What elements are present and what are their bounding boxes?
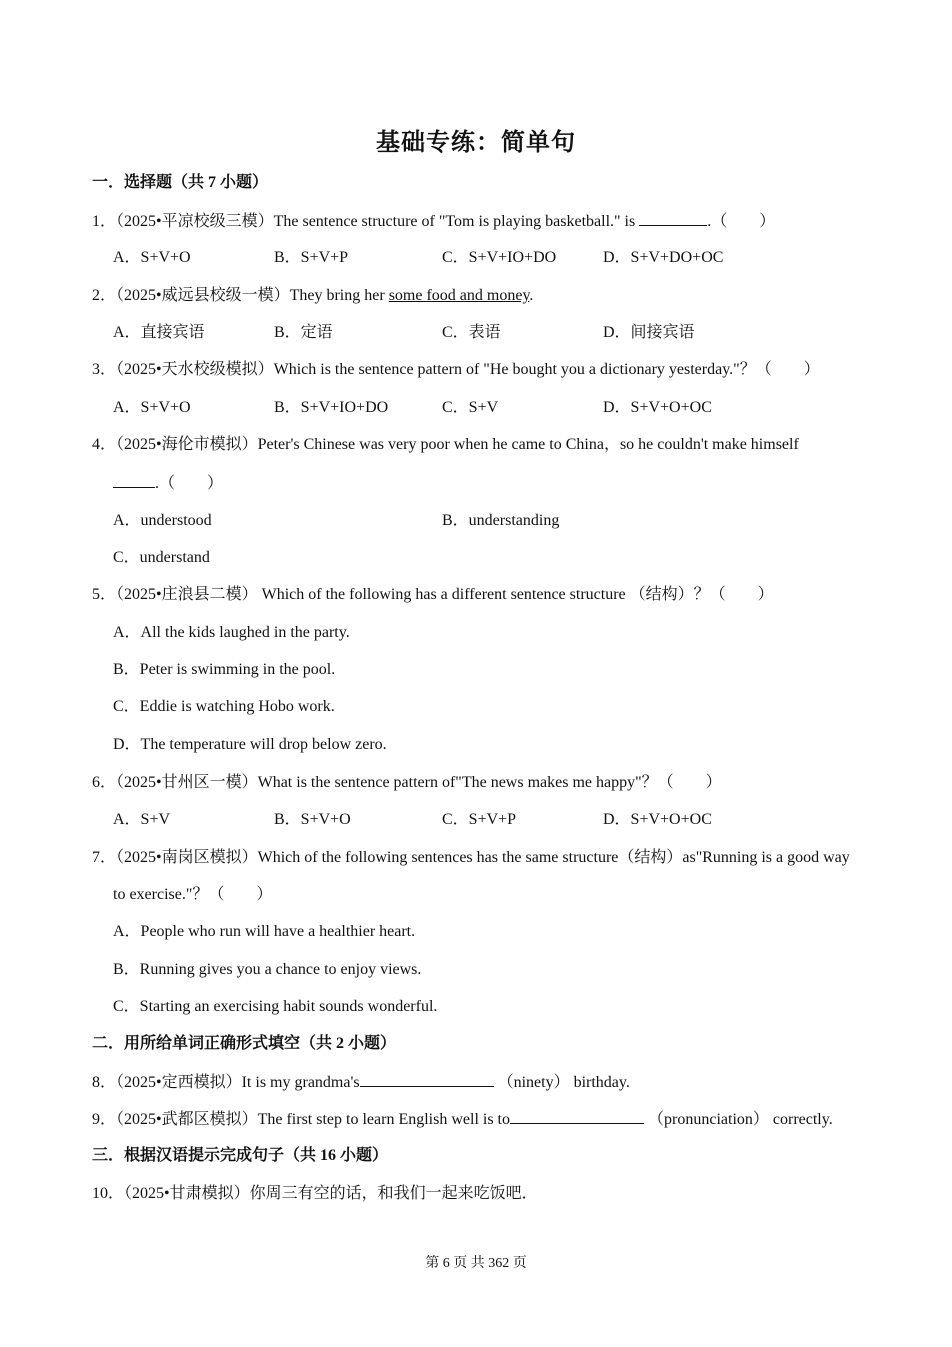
- question-1-suffix: .（ ）: [707, 213, 776, 230]
- question-7: 7．（2025•南岗区模拟）Which of the following sentences has the same structure（结构）as"Running is a good way: [92, 849, 850, 866]
- q7-option-b: B．Running gives you a chance to enjoy views.: [113, 961, 422, 978]
- question-8-suffix: （ninety） birthday.: [493, 1074, 630, 1091]
- q2-option-b: B．定语: [274, 324, 333, 341]
- q5-option-c: C．Eddie is watching Hobo work.: [113, 698, 335, 715]
- question-8-text: 8．（2025•定西模拟）It is my grandma's: [92, 1074, 360, 1091]
- page-footer: 第 6 页 共 362 页: [425, 1256, 527, 1271]
- q3-option-d: D．S+V+O+OC: [603, 399, 712, 416]
- q6-option-a: A．S+V: [113, 811, 171, 828]
- question-2-text: 2．（2025•威远县校级一模）They bring her: [92, 287, 389, 304]
- q7-option-a: A．People who run will have a healthier heart.: [113, 923, 416, 940]
- question-9-text: 9．（2025•武都区模拟）The first step to learn English well is to: [92, 1111, 511, 1128]
- q3-option-b: B．S+V+IO+DO: [274, 399, 389, 416]
- q2-option-c: C．表语: [442, 324, 501, 341]
- question-1: [92, 211, 775, 232]
- question-9-suffix: （pronunciation） correctly.: [644, 1111, 833, 1128]
- question-4-suffix: .（ ）: [155, 475, 224, 492]
- question-10: 10．（2025•甘肃模拟）你周三有空的话，和我们一起来吃饭吧．: [92, 1185, 538, 1202]
- q4-option-c: C．understand: [113, 549, 210, 566]
- q6-option-c: C．S+V+P: [442, 811, 517, 828]
- q2-option-d: D．间接宾语: [603, 324, 695, 341]
- q1-option-c: C．S+V+IO+DO: [442, 249, 557, 266]
- underlined-phrase: some food and money: [388, 287, 530, 304]
- q6-option-d: D．S+V+O+OC: [603, 811, 712, 828]
- section-heading-fill: 二．用所给单词正确形式填空（共 2 小题）: [92, 1035, 397, 1052]
- question-7-line2: to exercise."？（ ）: [113, 886, 273, 903]
- q5-option-a: A．All the kids laughed in the party.: [113, 624, 350, 641]
- question-4: 4．（2025•海伦市模拟）Peter's Chinese was very poor when he came to China，so he couldn't make himself: [92, 436, 799, 453]
- q1-option-b: B．S+V+P: [274, 249, 349, 266]
- question-8: [92, 1072, 630, 1093]
- q3-option-a: A．S+V+O: [113, 399, 191, 416]
- answer-blank: [639, 211, 707, 226]
- q4-option-a: A．understood: [113, 512, 212, 529]
- q1-option-a: A．S+V+O: [113, 249, 191, 266]
- q2-option-a: A．直接宾语: [113, 324, 205, 341]
- page-title: 基础专练：简单句: [376, 130, 576, 156]
- question-4-line2: [113, 473, 223, 494]
- q5-option-b: B．Peter is swimming in the pool.: [113, 661, 336, 678]
- q7-option-c: C．Starting an exercising habit sounds wonderful.: [113, 998, 438, 1015]
- section-heading-choice: 一．选择题（共 7 小题）: [92, 174, 269, 191]
- q5-option-d: D．The temperature will drop below zero.: [113, 736, 387, 753]
- question-9: [92, 1109, 833, 1130]
- question-3: 3．（2025•天水校级模拟）Which is the sentence pattern of "He bought you a dictionary yesterday."？（ ）: [92, 361, 820, 378]
- q4-option-b: B．understanding: [442, 512, 560, 529]
- section-heading-translate: 三．根据汉语提示完成句子（共 16 小题）: [92, 1147, 389, 1164]
- question-2: [92, 286, 533, 306]
- question-6: 6．（2025•甘州区一模）What is the sentence pattern of"The news makes me happy"？（ ）: [92, 774, 722, 791]
- question-5: 5．（2025•庄浪县二模） Which of the following has a different sentence structure （结构）？（ ）: [92, 586, 774, 603]
- question-1-text: 1．（2025•平凉校级三模）The sentence structure of "Tom is playing basketball." is: [92, 213, 640, 230]
- answer-blank: [113, 473, 155, 488]
- answer-blank: [360, 1072, 494, 1087]
- q1-option-d: D．S+V+DO+OC: [603, 249, 724, 266]
- answer-blank: [510, 1109, 644, 1124]
- question-2-suffix: .: [529, 287, 534, 304]
- q6-option-b: B．S+V+O: [274, 811, 351, 828]
- q3-option-c: C．S+V: [442, 399, 499, 416]
